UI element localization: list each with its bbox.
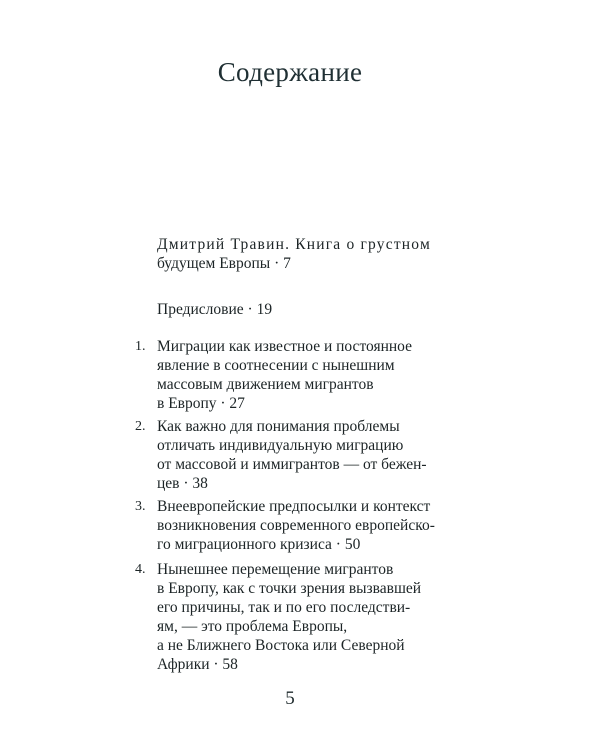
toc-line: в Европу · 27 [157,395,245,412]
toc-line: возникновения современного европейско- [157,517,435,534]
toc-line: от массовой и иммигрантов — от бежен- [157,456,427,473]
toc-line: Предисловие · 19 [157,301,273,318]
toc-line: явление в соотнесении с нынешним [157,357,395,374]
chapter-number: 4. [135,562,146,577]
toc-line: Нынешнее перемещение мигрантов [157,561,394,578]
toc-line: Миграции как известное и постоянное [157,338,413,355]
toc-line: Как важно для понимания проблемы [157,418,400,435]
toc-line: го миграционного кризиса · 50 [157,536,361,553]
toc-line: его причины, так и по его последстви- [157,599,411,616]
chapter-number: 3. [135,499,146,514]
toc-line: отличать индивидуальную миграцию [157,437,404,454]
toc-entry-chapter-1[interactable] [135,337,477,413]
chapter-number: 1. [135,339,146,354]
toc-line: ям, — это проблема Европы, [157,618,348,635]
toc-line: а не Ближнего Востока или Северной [157,637,405,654]
chapter-number: 2. [135,419,146,434]
toc-line: массовым движением мигрантов [157,376,374,393]
toc-line: будущем Европы · 7 [157,255,291,272]
toc-entry-chapter-4[interactable] [135,560,477,674]
toc-entry-chapter-3[interactable] [135,497,477,554]
toc-line: в Европу, как с точки зрения вызвавшей [157,580,422,597]
toc-entry-preface[interactable] [157,300,477,319]
page-title: Содержание [217,57,363,87]
page-number: 5 [285,688,295,709]
toc-line: Африки · 58 [157,656,238,673]
toc-line: Внеевропейские предпосылки и контекст [157,498,431,515]
toc-line: Дмитрий Травин. Книга о грустном [157,236,431,253]
toc-entry-chapter-2[interactable] [135,417,477,493]
toc-line: цев · 38 [157,475,208,492]
toc-entry-intro[interactable] [157,235,477,273]
